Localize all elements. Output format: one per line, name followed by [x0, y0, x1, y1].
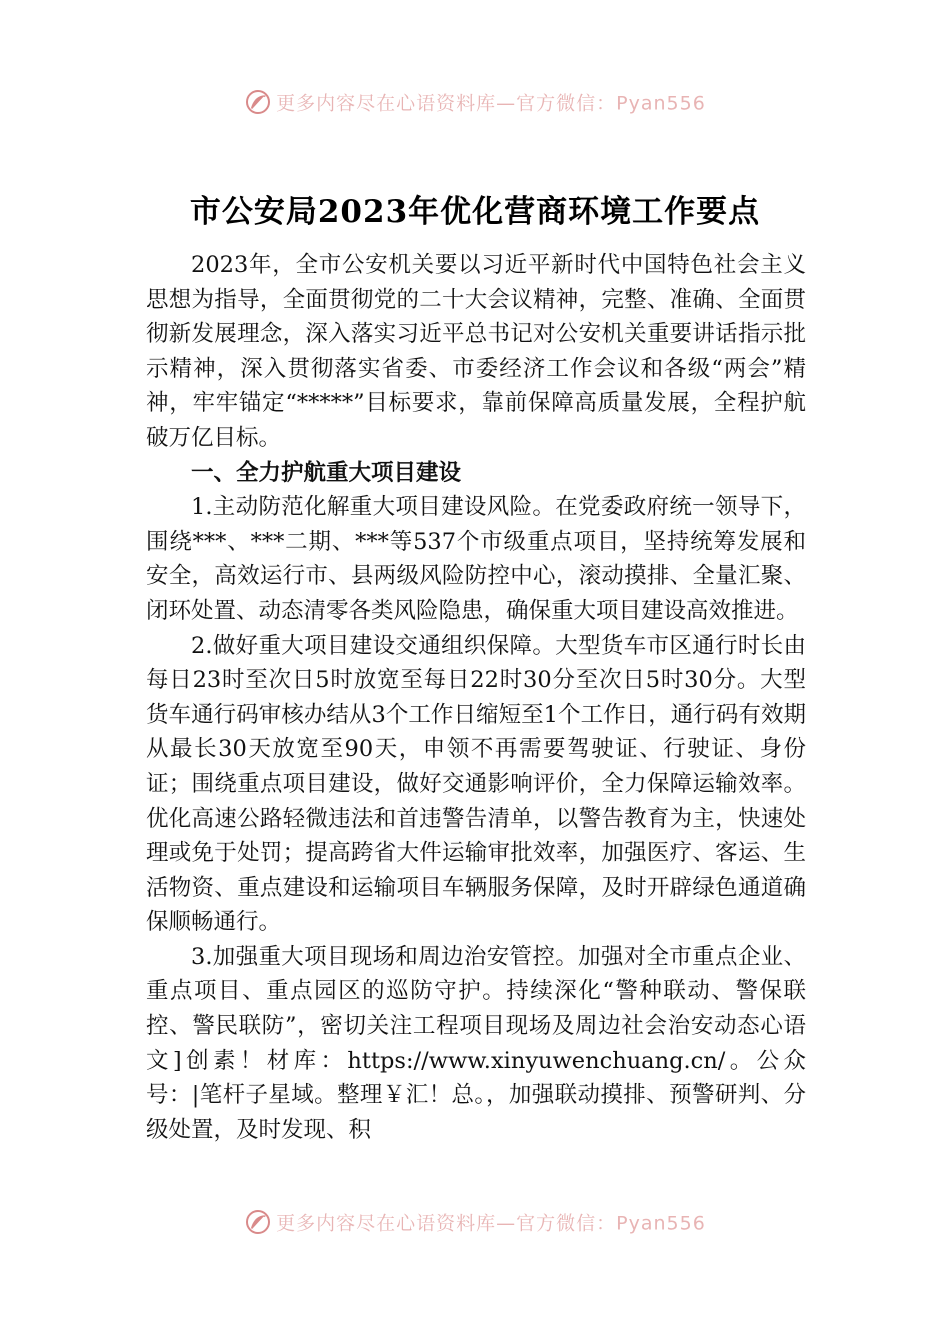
watermark-header	[0, 88, 950, 116]
section-heading-1: 一、全力护航重大项目建设	[191, 459, 462, 486]
item-paragraph-1: 1.主动防范化解重大项目建设风险。在党委政府统一领导下，围绕***、***二期、***等537个市级重点项目，坚持统筹发展和安全，高效运行市、县两级风险防控中心，滚动摸排、全量汇聚、闭环处置、动态清零各类风险隐患，确保重大项目建设高效推进。	[146, 494, 806, 624]
item-paragraph-3: 3.加强重大项目现场和周边治安管控。加强对全市重点企业、重点项目、重点园区的巡防守护。持续深化“警种联动、警保联控、警民联防”，密切关注工程项目现场及周边社会治安动态心语文]创素！材库：https://www.xinyuwenchuang.cn/。公众号：|笔杆子星域。整理￥汇！总。，加强联动摸排、预警研判、分级处置，及时发现、积	[146, 943, 806, 1143]
intro-paragraph: 2023年，全市公安机关要以习近平新时代中国特色社会主义思想为指导，全面贯彻党的二十大会议精神，完整、准确、全面贯彻新发展理念，深入落实习近平总书记对公安机关重要讲话指示批示精神，深入贯彻落实省委、市委经济工作会议和各级“两会”精神，牢牢锚定“*****”目标要求，靠前保障高质量发展，全程护航破万亿目标。	[146, 252, 806, 451]
leaf-logo-icon	[244, 88, 272, 116]
body-clip	[140, 248, 820, 1212]
document-body	[146, 248, 806, 1147]
watermark-text: 更多内容尽在心语资料库—官方微信：Pyan556	[276, 92, 706, 115]
watermark-text: 更多内容尽在心语资料库—官方微信：Pyan556	[276, 1212, 706, 1235]
watermark-footer	[0, 1208, 950, 1236]
document-title: 市公安局2023年优化营商环境工作要点	[189, 194, 761, 230]
item-paragraph-2: 2.做好重大项目建设交通组织保障。大型货车市区通行时长由每日23时至次日5时放宽至每日22时30分至次日5时30分。大型货车通行码审核办结从3个工作日缩短至1个工作日，通行码有效期从最长30天放宽至90天，申领不再需要驾驶证、行驶证、身份证；围绕重点项目建设，做好交通影响评价，全力保障运输效率。优化高速公路轻微违法和首违警告清单，以警告教育为主，快速处理或免于处罚；提高跨省大件运输审批效率，加强医疗、客运、生活物资、重点建设和运输项目车辆服务保障，及时开辟绿色通道确保顺畅通行。	[146, 632, 806, 936]
leaf-logo-icon	[244, 1208, 272, 1236]
